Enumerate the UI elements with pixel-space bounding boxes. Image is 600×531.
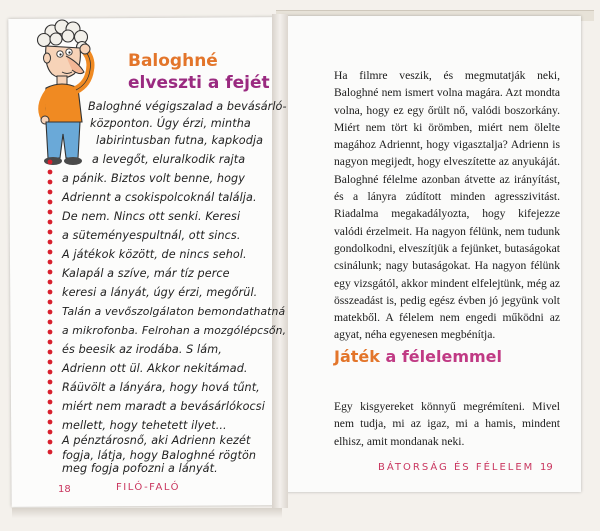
story-title-line-2: elveszti a fejét <box>128 73 270 93</box>
story-line: A játékok között, de nincs sehol. <box>62 248 247 261</box>
story-line: a mikrofonba. Felrohan a mozgólépcsőn, <box>62 324 287 337</box>
running-title-left: FILÓ-FALÓ <box>116 482 180 493</box>
margin-dot <box>48 300 53 305</box>
margin-dot <box>48 160 53 165</box>
story-line: mellett, hogy tehetett ilyet... <box>62 419 227 432</box>
margin-dot <box>48 400 53 405</box>
story-line: központon. Úgy érzi, mintha <box>90 117 251 130</box>
margin-dot <box>48 370 53 375</box>
margin-dot <box>48 290 53 295</box>
margin-dot <box>48 330 53 335</box>
margin-dot <box>48 340 53 345</box>
margin-dot <box>48 440 53 445</box>
margin-dot <box>48 270 53 275</box>
margin-dot <box>48 250 53 255</box>
margin-dot <box>48 410 53 415</box>
margin-dot <box>48 240 53 245</box>
page-number-left: 18 <box>58 484 71 495</box>
margin-dot <box>48 170 53 175</box>
margin-dot <box>48 350 53 355</box>
story-line: Adriennt a csokispolcoknál találja. <box>62 191 257 204</box>
margin-dot <box>48 390 53 395</box>
story-line: a süteményespultnál, ott sincs. <box>62 229 241 242</box>
book-spine <box>272 14 288 508</box>
margin-dot <box>48 320 53 325</box>
margin-dot <box>48 180 53 185</box>
margin-dot <box>48 230 53 235</box>
story-line: De nem. Nincs ott senki. Keresi <box>62 210 241 223</box>
story-line: a levegőt, eluralkodik rajta <box>92 153 246 166</box>
section-heading-rest: a félelemmel <box>385 347 502 366</box>
section-heading-accent: Játék <box>334 347 380 366</box>
margin-dot <box>48 260 53 265</box>
story-line: meg fogja pofozni a lányát. <box>62 462 218 475</box>
body-paragraph: Egy kisgyereket könnyű megrémíteni. Mivel nem tudja, mi az igaz, mi a hamis, mindent elhisz, amit mondanak neki. <box>334 400 560 448</box>
story-line: labirintusban futna, kapkodja <box>96 134 264 147</box>
margin-dot <box>48 220 53 225</box>
margin-dot <box>48 420 53 425</box>
story-line: Ráüvölt a lányára, hogy hová tűnt, <box>62 381 260 394</box>
margin-dot <box>48 450 53 455</box>
story-line: Kalapál a szíve, már tíz perce <box>62 267 230 280</box>
margin-dot <box>48 360 53 365</box>
body-paragraph: Ha filmre veszik, és megmutatják neki, Baloghné nem ismert volna magára. Azt mondta volna, hogy ez egy őrült nő, valódi boszorkány. Miért nem tört ki örömben, miért nem ölelte magához Adriennt, hogy vigasztalja? Adrienn is nagyon megijedt, hogy elveszítette az anyukáját. Baloghné félelme azonban átvette az irányítást, és a lányra zúdított minden agresszivitást. Riadalma megakadályozta, hogy kifejezze valódi érzelmeit. Ha nagyon félünk, nem tudunk gondolkodni, elveszítjük a fejünket, butaságokat csinálunk; nagy butaságokat. Ha nagyon félünk egy vizsgától, akkor mindent elfelejtünk, még az összeadást is, pedig egész évben jó jegyünk volt matekből. A félelem nem engedi működni az agyat, néha egyenesen megbénítja. <box>334 69 561 342</box>
story-line: Adrienn ott ül. Akkor nekitámad. <box>62 362 248 375</box>
margin-dot <box>48 280 53 285</box>
story-line: miért nem maradt a bevásárlókocsi <box>62 400 265 413</box>
red-dotted-margin-line <box>46 158 54 458</box>
page-number-right: 19 <box>540 462 553 473</box>
story-title-line-1: Baloghné <box>128 51 218 71</box>
margin-dot <box>48 190 53 195</box>
story-line: Talán a vevőszolgálaton bemondathatná <box>62 305 286 318</box>
story-line: a pánik. Biztos volt benne, hogy <box>62 172 245 185</box>
margin-dot <box>48 380 53 385</box>
margin-dot <box>48 310 53 315</box>
margin-dot <box>48 210 53 215</box>
page-shadow <box>12 508 282 518</box>
story-line: keresi a lányát, úgy érzi, megőrül. <box>62 286 258 299</box>
margin-dot <box>48 430 53 435</box>
story-line: fogja, látja, hogy Baloghné rögtön <box>62 449 257 462</box>
margin-dot <box>48 200 53 205</box>
section-heading <box>334 347 502 366</box>
story-line: és beesik az irodába. S lám, <box>62 343 222 356</box>
story-line: A pénztárosnő, aki Adrienn kezét <box>62 434 251 447</box>
story-line: Baloghné végigszalad a bevásárló- <box>88 100 287 113</box>
running-title-right: BÁTORSÁG ÉS FÉLELEM <box>378 462 535 473</box>
